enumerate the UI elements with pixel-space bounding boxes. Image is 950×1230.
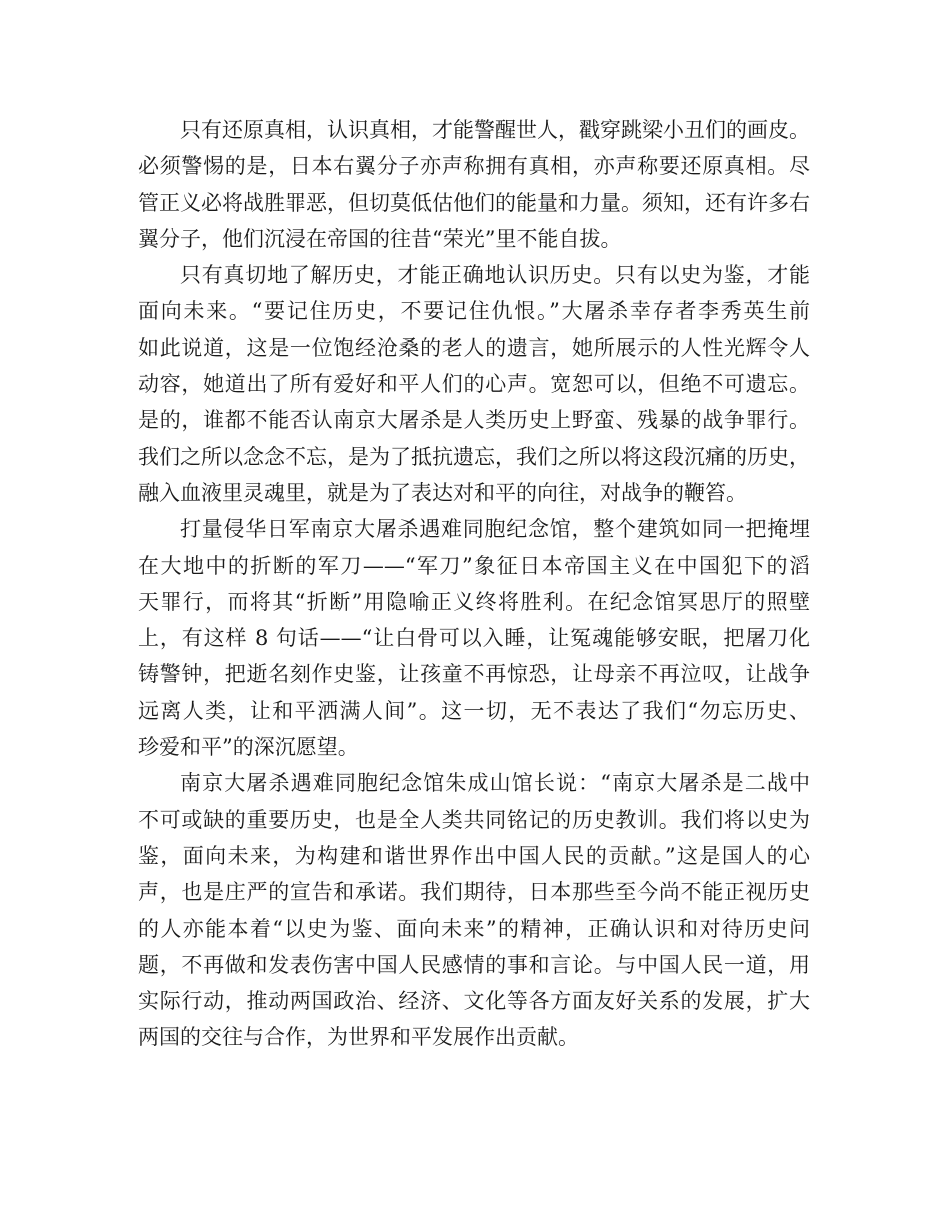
paragraph-line: 只有真切地了解历史，才能正确地认识历史。只有以史为鉴，才能 — [180, 263, 810, 288]
paragraph-line: 打量侵华日军南京大屠杀遇难同胞纪念馆，整个建筑如同一把掩埋 — [180, 517, 810, 542]
paragraph-line: 上，有这样 8 句话——“让白骨可以入睡，让冤魂能够安眠，把屠刀化 — [138, 626, 810, 651]
paragraph-3 — [138, 511, 810, 765]
paragraph-line: 的人亦能本着“以史为鉴、面向未来”的精神，正确认识和对待历史问 — [138, 916, 810, 941]
paragraph-line: 我们之所以念念不忘，是为了抵抗遗忘，我们之所以将这段沉痛的历史， — [138, 444, 810, 469]
paragraph-1 — [138, 112, 810, 257]
paragraph-4 — [138, 765, 810, 1055]
paragraph-line: 是的，谁都不能否认南京大屠杀是人类历史上野蛮、残暴的战争罪行。 — [138, 408, 810, 433]
paragraph-line: 鉴，面向未来，为构建和谐世界作出中国人民的贡献。”这是国人的心 — [138, 843, 810, 868]
paragraph-line: 面向未来。“要记住历史，不要记住仇恨。”大屠杀幸存者李秀英生前 — [138, 299, 810, 324]
paragraph-line: 如此说道，这是一位饱经沧桑的老人的遗言，她所展示的人性光辉令人 — [138, 335, 810, 360]
paragraph-line: 远离人类，让和平洒满人间”。这一切，无不表达了我们“勿忘历史、 — [138, 698, 810, 723]
paragraph-2 — [138, 257, 810, 511]
paragraph-line: 只有还原真相，认识真相，才能警醒世人，戳穿跳梁小丑们的画皮。 — [180, 118, 810, 142]
paragraph-line: 实际行动，推动两国政治、经济、文化等各方面友好关系的发展，扩大 — [138, 989, 810, 1014]
paragraph-line: 两国的交往与合作，为世界和平发展作出贡献。 — [138, 1025, 579, 1050]
paragraph-line: 珍爱和平”的深沉愿望。 — [138, 735, 359, 760]
paragraph-line: 必须警惕的是，日本右翼分子亦声称拥有真相，亦声称要还原真相。尽 — [138, 154, 810, 179]
paragraph-line: 翼分子，他们沉浸在帝国的往昔“荣光”里不能自拔。 — [138, 226, 622, 251]
document-body — [138, 112, 810, 1056]
paragraph-line: 南京大屠杀遇难同胞纪念馆朱成山馆长说：“南京大屠杀是二战中 — [180, 771, 810, 796]
paragraph-line: 天罪行，而将其“折断”用隐喻正义终将胜利。在纪念馆冥思厅的照壁 — [138, 589, 810, 614]
paragraph-line: 动容，她道出了所有爱好和平人们的心声。宽恕可以，但绝不可遗忘。 — [138, 372, 810, 397]
paragraph-line: 不可或缺的重要历史，也是全人类共同铭记的历史教训。我们将以史为 — [138, 807, 810, 832]
paragraph-line: 管正义必将战胜罪恶，但切莫低估他们的能量和力量。须知，还有许多右 — [138, 190, 810, 215]
paragraph-line: 铸警钟，把逝名刻作史鉴，让孩童不再惊恐，让母亲不再泣叹，让战争 — [138, 662, 810, 687]
paragraph-line: 题，不再做和发表伤害中国人民感情的事和言论。与中国人民一道，用 — [138, 952, 810, 977]
paragraph-line: 声，也是庄严的宣告和承诺。我们期待，日本那些至今尚不能正视历史 — [138, 880, 810, 905]
paragraph-line: 在大地中的折断的军刀——“军刀”象征日本帝国主义在中国犯下的滔 — [138, 553, 810, 578]
paragraph-line: 融入血液里灵魂里，就是为了表达对和平的向往，对战争的鞭笞。 — [138, 480, 747, 505]
